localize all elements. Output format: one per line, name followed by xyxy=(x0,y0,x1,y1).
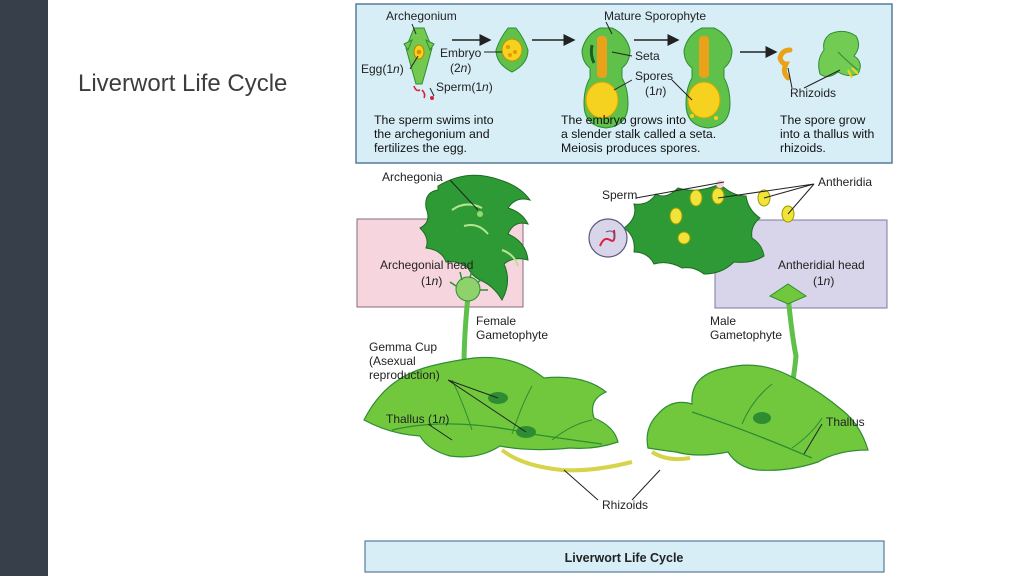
mature-sporophyte-label: Mature Sporophyte xyxy=(604,9,707,23)
caption-fertilization-line3: fertilizes the egg. xyxy=(374,141,467,155)
male-gametophyte-label-line2: Gametophyte xyxy=(710,328,783,342)
slide-left-bar xyxy=(0,0,48,576)
thallus-male-label: Thallus xyxy=(826,415,865,429)
slide-title: Liverwort Life Cycle xyxy=(78,70,288,97)
thallus-female-label: Thallus (1n) xyxy=(386,412,450,426)
sperm-label: Sperm xyxy=(602,188,638,202)
gemma-cup-label-line1: Gemma Cup xyxy=(369,340,438,354)
spores-ploidy-label: (1n) xyxy=(645,84,667,98)
archegonial-head-ploidy: (1n) xyxy=(421,274,443,288)
caption-spore-line2: into a thallus with xyxy=(780,127,875,141)
caption-sporophyte-line2: a slender stalk called a seta. xyxy=(561,127,717,141)
archegonia-label: Archegonia xyxy=(382,170,443,184)
caption-fertilization-line1: The sperm swims into xyxy=(374,113,494,127)
egg-label: Egg(1n) xyxy=(361,62,404,76)
rhizoids-top-label: Rhizoids xyxy=(790,86,837,100)
rhizoids-bottom-label: Rhizoids xyxy=(602,498,649,512)
caption-spore-line3: rhizoids. xyxy=(780,141,826,155)
caption-sporophyte-line1: The embryo grows into xyxy=(561,113,687,127)
spores-label: Spores xyxy=(635,69,674,83)
liverwort-diagram xyxy=(352,0,898,576)
archegonium-label: Archegonium xyxy=(386,9,457,23)
antheridial-head-label: Antheridial head xyxy=(778,258,865,272)
caption-sporophyte-line3: Meiosis produces spores. xyxy=(561,141,701,155)
sperm-top-label: Sperm(1n) xyxy=(436,80,493,94)
embryo-ploidy-label: (2n) xyxy=(450,61,472,75)
archegonial-head-label: Archegonial head xyxy=(380,258,474,272)
female-gametophyte-label-line2: Gametophyte xyxy=(476,328,549,342)
seta-label: Seta xyxy=(635,49,660,63)
caption-spore-line1: The spore grow xyxy=(780,113,866,127)
gemma-cup-label-line2: (Asexual xyxy=(369,354,416,368)
embryo-label: Embryo xyxy=(440,46,482,60)
footer-caption: Liverwort Life Cycle xyxy=(564,551,684,565)
gemma-cup xyxy=(753,412,771,424)
caption-fertilization-line2: the archegonium and xyxy=(374,127,490,141)
female-gametophyte-label-line1: Female xyxy=(476,314,517,328)
gemma-cup-label-line3: reproduction) xyxy=(369,368,440,382)
antheridia-label: Antheridia xyxy=(818,175,873,189)
male-gametophyte-label-line1: Male xyxy=(710,314,737,328)
sperm-circle xyxy=(589,219,627,257)
antheridial-head-ploidy: (1n) xyxy=(813,274,835,288)
liverwort-figure xyxy=(352,0,898,576)
